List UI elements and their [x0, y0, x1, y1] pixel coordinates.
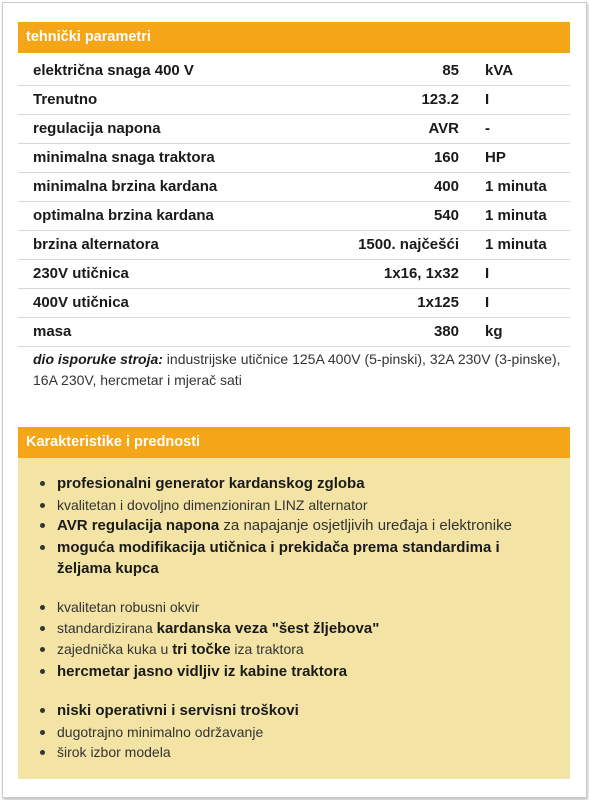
specs-title: tehnički parametri [26, 29, 151, 45]
param-name: električna snaga 400 V [33, 61, 194, 79]
bullet-icon [40, 669, 45, 674]
param-unit: I [485, 294, 490, 311]
param-unit: 1 minuta [485, 207, 547, 224]
table-row [18, 114, 570, 143]
delivery-note [33, 349, 563, 391]
param-name: 400V utičnica [33, 294, 129, 311]
param-value: AVR [428, 120, 459, 137]
table-row [18, 288, 570, 317]
features-title: Karakteristike i prednosti [26, 434, 201, 450]
delivery-text: industrijske utičnice 125A 400V (5-pinski), 32A 230V (3-pinske), 16A 230V, hercmetar i mjerač sati [33, 351, 561, 388]
param-unit: HP [485, 149, 506, 166]
param-unit: I [485, 91, 490, 108]
param-value: 400 [433, 178, 459, 195]
list-item: dugotrajno minimalno održavanje [36, 722, 556, 743]
bullet-icon [40, 708, 45, 713]
table-row [18, 85, 570, 114]
feature-list-build [36, 597, 556, 682]
bullet-icon [40, 647, 45, 652]
param-name: minimalna snaga traktora [33, 149, 215, 166]
param-unit: kVA [485, 61, 514, 79]
table-row [18, 259, 570, 288]
table-row [18, 201, 570, 230]
param-value: 540 [433, 207, 459, 224]
param-name: 230V utičnica [33, 265, 129, 282]
list-item: AVR regulacija napona za napajanje osjetljivih uređaja i elektronike [36, 515, 556, 537]
param-value: 1x125 [417, 294, 459, 311]
list-item: kvalitetan i dovoljno dimenzioniran LINZ alternator [36, 495, 556, 516]
specs-table [18, 56, 570, 347]
list-item: zajednička kuka u tri točke iza traktora [36, 639, 556, 661]
param-name: masa [33, 323, 72, 340]
list-item: moguća modifikacija utičnica i prekidača prema standardima i željama kupca [36, 537, 556, 580]
param-name: Trenutno [33, 91, 98, 108]
param-name: optimalna brzina kardana [33, 207, 214, 224]
list-item: niski operativni i servisni troškovi [36, 700, 556, 722]
param-unit: 1 minuta [485, 178, 547, 195]
param-value: 160 [433, 149, 459, 166]
table-row [18, 172, 570, 201]
param-name: minimalna brzina kardana [33, 178, 218, 195]
feature-list-main [36, 473, 556, 580]
param-value: 123.2 [421, 91, 459, 108]
param-name: brzina alternatora [33, 236, 159, 253]
param-unit: 1 minuta [485, 236, 547, 253]
bullet-icon [40, 481, 45, 486]
list-item: širok izbor modela [36, 742, 556, 763]
param-value: 85 [442, 61, 459, 79]
param-unit: - [485, 120, 490, 137]
feature-list-costs [36, 700, 556, 763]
table-row [18, 56, 570, 85]
bullet-icon [40, 730, 45, 735]
bullet-icon [40, 503, 45, 508]
param-value: 1x16, 1x32 [383, 265, 459, 282]
list-item: standardizirana kardanska veza "šest žljebova" [36, 618, 556, 640]
delivery-label: dio isporuke stroja: [33, 351, 163, 367]
param-value: 1500. najčešći [358, 236, 459, 253]
bullet-icon [40, 545, 45, 550]
param-unit: kg [485, 323, 503, 340]
table-row [18, 230, 570, 259]
bullet-icon [40, 750, 45, 755]
param-value: 380 [433, 323, 459, 340]
list-item: kvalitetan robusni okvir [36, 597, 556, 618]
bullet-icon [40, 523, 45, 528]
list-item: profesionalni generator kardanskog zgloba [36, 473, 556, 495]
param-name: regulacija napona [33, 120, 161, 137]
table-row [18, 143, 570, 172]
table-row [18, 317, 570, 346]
list-item: hercmetar jasno vidljiv iz kabine traktora [36, 661, 556, 683]
param-unit: I [485, 265, 490, 282]
bullet-icon [40, 626, 45, 631]
features-header [18, 427, 570, 458]
features-panel [18, 458, 570, 779]
specs-header [18, 22, 570, 53]
bullet-icon [40, 605, 45, 610]
